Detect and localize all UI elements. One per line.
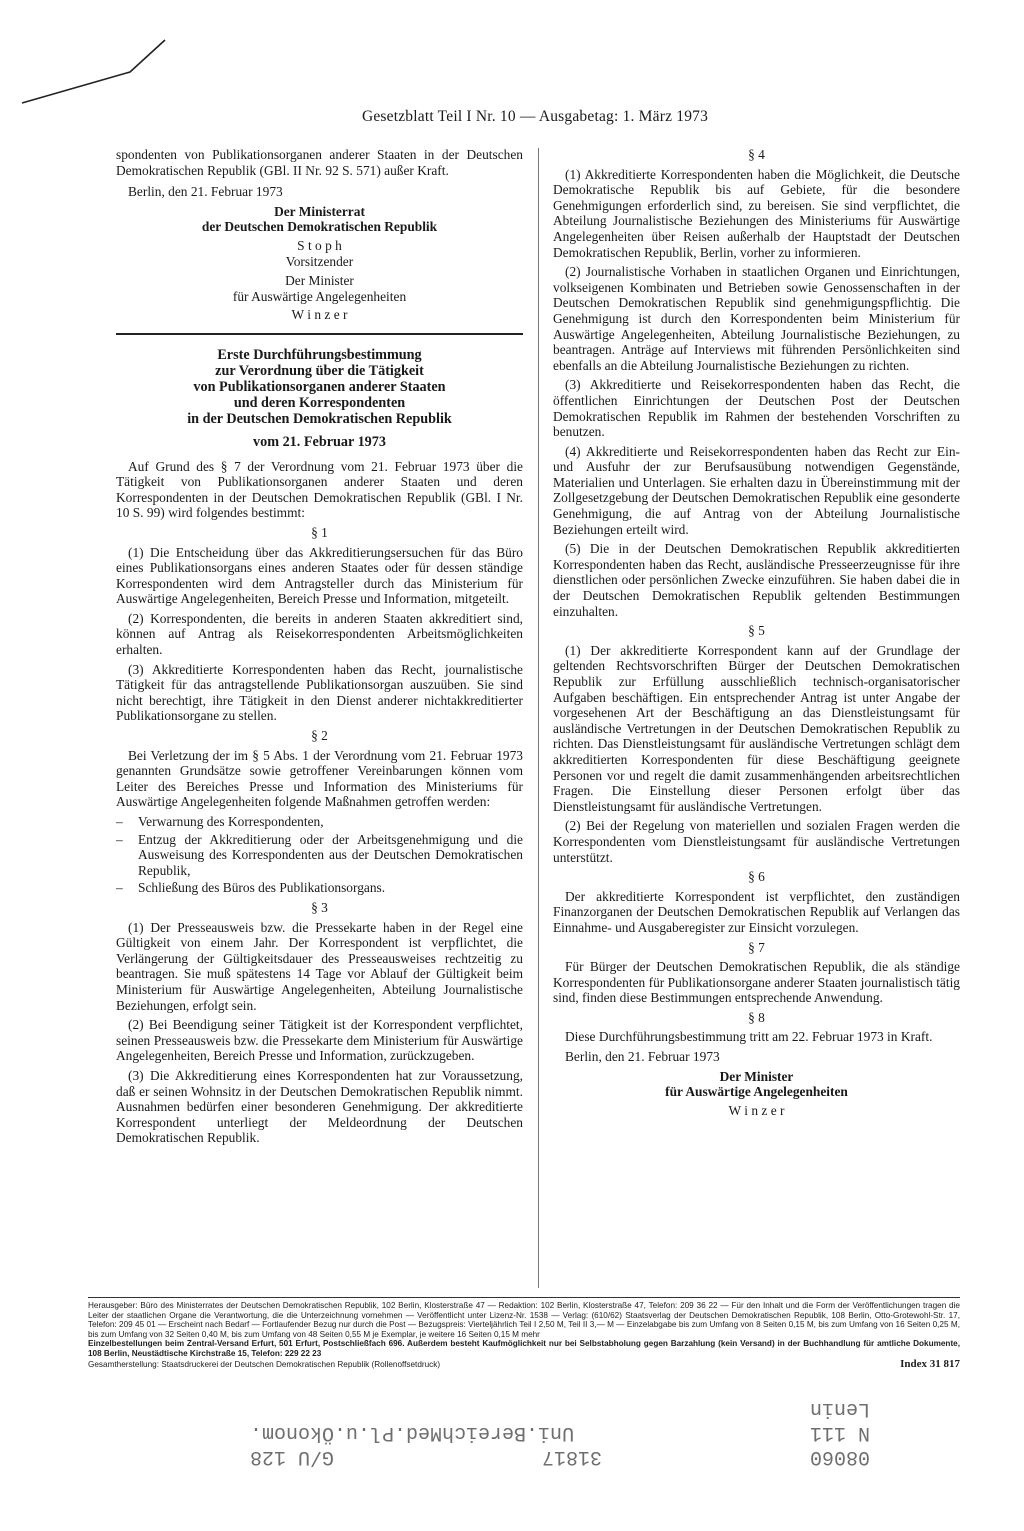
title-line: Erste Durchführungsbestimmung [217,346,422,363]
signer-2-name: W i n z e r [291,307,348,323]
header-separator: — [519,108,536,125]
section-separator [116,333,523,335]
title-line: und deren Korrespondenten [233,394,406,411]
section-5-para-2: (2) Bei der Regelung von materiellen und sozialen Fragen werden die Korrespondenten vom Dienstleistungsamt für ausländische Vertretungen unterstützt. [553,818,960,865]
preamble: Auf Grund des § 7 der Verordnung vom 21. Februar 1973 über die Tätigkeit von Publikationsorganen anderer Staaten und deren Korrespondenten in der Deutschen Demokratischen Republik (GBl. I Nr. 10 S. 99) wird folgendes bestimmt: [116,458,523,521]
section-2-heading: § 2 [311,728,328,744]
section-6-heading: § 6 [748,869,765,885]
stamp-row [250,1420,870,1444]
section-2-para-1: Bei Verletzung der im § 5 Abs. 1 der Verordnung vom 21. Februar 1973 genannten Grundsätze sowie getroffener Vereinbarungen können vom Leiter des Bereiches Presse und Information des Ministeriums für Auswärtige Angelegenheiten folgende Maßnahmen getroffen werden: [116,747,523,810]
section-8-para-1: Diese Durchführungsbestimmung tritt am 22. Februar 1973 in Kraft. [565,1029,933,1045]
index-number: Index 31 817 [900,1357,960,1370]
stamp-text: G/U 128 [250,1445,335,1468]
imprint-last-line [88,1357,960,1370]
library-stamp [250,1378,870,1468]
minister-line-1: Der Minister [719,1068,794,1084]
right-column [553,147,960,1118]
measure-list-item [116,880,523,896]
section-3-para-3: (3) Die Akkreditierung eines Korrespondenten hat zur Voraussetzung, daß er seinen Wohnsitz in der Deutschen Demokratischen Republik nimmt. Ausnahmen bedürfen einer besonderen Genehmigung. Der akkreditierte Korrespondent unterliegt der Meldeordnung der Deutschen Demokratischen Republik. [116,1067,523,1146]
measure-list-item [116,832,523,879]
header-prefix: Gesetzblatt Teil I Nr. 10 [361,108,516,125]
section-4-heading: § 4 [748,147,765,162]
printer-info: Gesamtherstellung: Staatsdruckerei der Deutschen Demokratischen Republik (Rollenoffsetdruck) [88,1359,441,1369]
section-7-heading: § 7 [748,939,765,955]
stamp-text: 31817 [542,1445,603,1468]
measure-list-item [116,814,523,830]
section-7-para-1: Für Bürger der Deutschen Demokratischen Republik, die als ständige Korrespondenten für Publikationsorgane anderer Staaten journalistisch tätig sind, finden diese Bestimmungen entsprechende Anwendung. [553,959,960,1006]
place-date: Berlin, den 21. Februar 1973 [128,184,283,200]
signer-1-name: S t o p h [297,237,342,253]
section-8-heading: § 8 [748,1009,765,1025]
section-1-para-2: (2) Korrespondenten, die bereits in anderen Staaten akkreditiert sind, können auf Antrag als Reisekorrespondenten Arbeitsmöglichkeiten erhalten. [116,610,523,658]
column-divider [538,148,539,1288]
page-header [110,108,960,126]
minister-line-2: für Auswärtige Angelegenheiten [665,1084,848,1100]
list-item-text: Verwarnung des Korrespondenten, [138,814,324,829]
stamp-text: Lenin [809,1397,870,1420]
signer-name: W i n z e r [728,1102,785,1118]
imprint-footer [88,1301,960,1369]
council-line-1: Der Ministerrat [274,203,365,219]
stamp-row [250,1444,870,1468]
stamp-text: Uni.BereichMed.Pl.u.Ökonom. [250,1421,575,1444]
section-5-para-1: (1) Der akkreditierte Korrespondent kann auf der Grundlage der geltenden Rechtsvorschriften Bürger der Deutschen Demokratischen Republik zur Erfüllung ausschließlich technisch-organisatorischer Aufgaben beschäftigen. Ein entsprechender Antrag ist unter Angabe der vorgesehenen Art der Beschäftigung an das Dienstleistungsamt für ausländische Vertretungen in der Deutschen Demokratischen Republik zu richten. Das Dienstleistungsamt für ausländische Vertretungen schlägt dem akkreditierten Korrespondenten für diese Beschäftigung geeignete Personen vor und regelt die damit zusammenhängenden arbeitsrechtlichen Fragen. Die Einstellung dieser Personen erfolgt über das Dienstleistungsamt für ausländische Vertretungen. [553,642,960,814]
section-3-heading: § 3 [311,899,328,915]
section-4-para-3: (3) Akkreditierte und Reisekorrespondenten haben das Recht, die öffentlichen Einrichtungen der Deutschen Post der Deutschen Demokratischen Republik im Rahmen der bestehenden Vorschriften zu benutzen. [553,377,960,440]
list-item-text: Entzug der Akkreditierung oder der Arbeitsgenehmigung und die Ausweisung des Korrespondenten aus der Deutschen Demokratischen Republik, [138,831,523,878]
council-line-2: der Deutschen Demokratischen Republik [201,219,438,235]
title-line: von Publikationsorganen anderer Staaten [193,378,446,395]
section-3-para-1: (1) Der Presseausweis bzw. die Pressekarte haben in der Regel eine Gültigkeit von einem Jahr. Der Korrespondent ist verpflichtet, die Verlängerung der Gültigkeitsdauer des Presseausweises rechtzeitig zu beantragen. Sie muß spätestens 14 Tage vor Ablauf der Gültigkeit beim Ministerium für Auswärtige Angelegenheiten, Abteilung Journalistische Beziehungen, erfolgt sein. [116,919,523,1013]
footer-rule [88,1297,960,1298]
section-1-heading: § 1 [311,524,328,540]
section-4-para-1: (1) Akkreditierte Korrespondenten haben die Möglichkeit, die Deutsche Demokratische Republik bis auf Gebiete, für die besondere Genehmigungen erforderlich sind, zu bereisen. Sie sind verpflichtet, die Abteilung Journalistische Beziehungen des Ministeriums für Auswärtige Angelegenheiten über Reisen außerhalb der Hauptstadt der Deutschen Demokratischen Republik, Berlin, vorher zu informieren. [553,166,960,260]
section-1-para-1: (1) Die Entscheidung über das Akkreditierungsersuchen für das Büro eines Publikationsorgans eines anderen Staates oder für dessen ständige Korrespondenten wird dem Antragsteller durch das Ministerium für Auswärtige Angelegenheiten, Bereich Presse und Information, mitgeteilt. [116,544,523,607]
place-date: Berlin, den 21. Februar 1973 [565,1049,720,1065]
signer-1-role: Vorsitzender [285,253,354,269]
minister-line-1: Der Minister [285,273,354,289]
stamp-text: 08060 [809,1445,870,1468]
list-item-text: Schließung des Büros des Publikationsorgans. [138,880,386,896]
section-3-para-2: (2) Bei Beendigung seiner Tätigkeit ist der Korrespondent verpflichtet, seinen Presseausweis bzw. die Pressekarte dem Ministerium für Auswärtige Angelegenheiten, Bereich Presse und Information, zurückzugeben. [116,1017,523,1064]
section-4-para-5: (5) Die in der Deutschen Demokratischen Republik akkreditierten Korrespondenten haben das Recht, ausländische Presseerzeugnisse für ihre dienstlichen oder persönlichen Zwecke einzuführen. Sie haben dabei die in der Deutschen Demokratischen Republik geltenden Bestimmungen einzuhalten. [553,541,960,619]
section-4-para-2: (2) Journalistische Vorhaben in staatlichen Organen und Einrichtungen, volkseigenen Kombinaten und Betrieben sowie Genossenschaften in der Deutschen Demokratischen Republik sind genehmigungspflichtig. Die Genehmigung ist durch den Korrespondenten beim Ministerium für Auswärtige Angelegenheiten, Abteilung Journalistische Beziehungen, zu beantragen. Anträge auf Interviews mit führenden Persönlichkeiten sind ebenfalls an die Abteilung Journalistische Beziehungen zu richten. [553,264,960,373]
left-column [116,147,523,1150]
header-date: Ausgabetag: 1. März 1973 [538,108,709,125]
intro-paragraph: spondenten von Publikationsorganen anderer Staaten in der Deutschen Demokratischen Republik (GBl. II Nr. 92 S. 571) außer Kraft. [116,147,523,178]
minister-line-2: für Auswärtige Angelegenheiten [232,288,407,304]
stamp-row [250,1396,870,1420]
list-dash: – [116,831,123,847]
section-5-heading: § 5 [748,623,765,639]
ordering-info: Einzelbestellungen beim Zentral-Versand Erfurt, 501 Erfurt, Postschließfach 696. Außerdem besteht Kaufmöglichkeit nur bei Selbstabholung gegen Barzahlung (kein Versand) in der Buchhandlung für amtliche Dokumente, 108 Berlin, Neustädtische Kirchstraße 15, Telefon: 229 22 23 [88,1339,960,1358]
section-6-para-1: Der akkreditierte Korrespondent ist verpflichtet, den zuständigen Finanzorganen der Deutschen Demokratischen Republik auf Verlangen das Einnahme- und Ausgaberegister zur Einsicht vorzulegen. [553,888,960,935]
regulation-title [116,347,523,427]
scan-corner-line [0,0,1024,120]
section-1-para-3: (3) Akkreditierte Korrespondenten haben das Recht, journalistische Tätigkeit für das antragstellende Publikationsorgan auszuüben. Sie sind nicht berechtigt, ihre Tätigkeit in den Dienst anderer nichtakkreditierter Publikationsorgane zu stellen. [116,661,523,724]
list-dash: – [116,814,123,829]
stamp-text: N 111 [809,1421,870,1444]
imprint-text: Herausgeber: Büro des Ministerrates der Deutschen Demokratischen Republik, 102 Berlin, Klosterstraße 47 — Redaktion: 102 Berlin, Klosterstraße 47, Telefon: 209 36 22 — Für den Inhalt und die Form der Veröffentlichungen tragen die Leiter der staatlichen Organe die Verantwortung, die die Unterzeichnung vornehmen — Veröffentlicht unter Lizenz-Nr. 1538 — Verlag: (610/62) Staatsverlag der Deutschen Demokratischen Republik, 108 Berlin, Otto-Grotewohl-Str. 17, Telefon: 209 45 01 — Erscheint nach Bedarf — Fortlaufender Bezug nur durch die Post — Bezugspreis: Vierteljährlich Teil I 2,50 M, Teil II 3,— M — Einzelabgabe bis zum Umfang von 8 Seiten 0,15 M, bis zum Umfang von 16 Seiten 0,25 M, bis zum Umfang von 32 Seiten 0,40 M, bis zum Umfang von 48 Seiten 0,55 M je Exemplar, je weitere 16 Seiten 0,15 M mehr [88,1301,960,1339]
title-date: vom 21. Februar 1973 [253,433,386,450]
section-4-para-4: (4) Akkreditierte und Reisekorrespondenten haben das Recht zur Ein- und Ausfuhr der zur Berufsausübung notwendigen Gegenstände, Materialien und Unterlagen. Sie erhalten dazu in Übereinstimmung mit der Zollgesetzgebung der Deutschen Demokratischen Republik eine gesonderte Genehmigung, die auf Antrag von der Abteilung Journalistische Beziehungen erteilt wird. [553,443,960,537]
title-line: in der Deutschen Demokratischen Republik [187,410,452,427]
title-line: zur Verordnung über die Tätigkeit [215,362,424,379]
list-dash: – [116,880,123,896]
